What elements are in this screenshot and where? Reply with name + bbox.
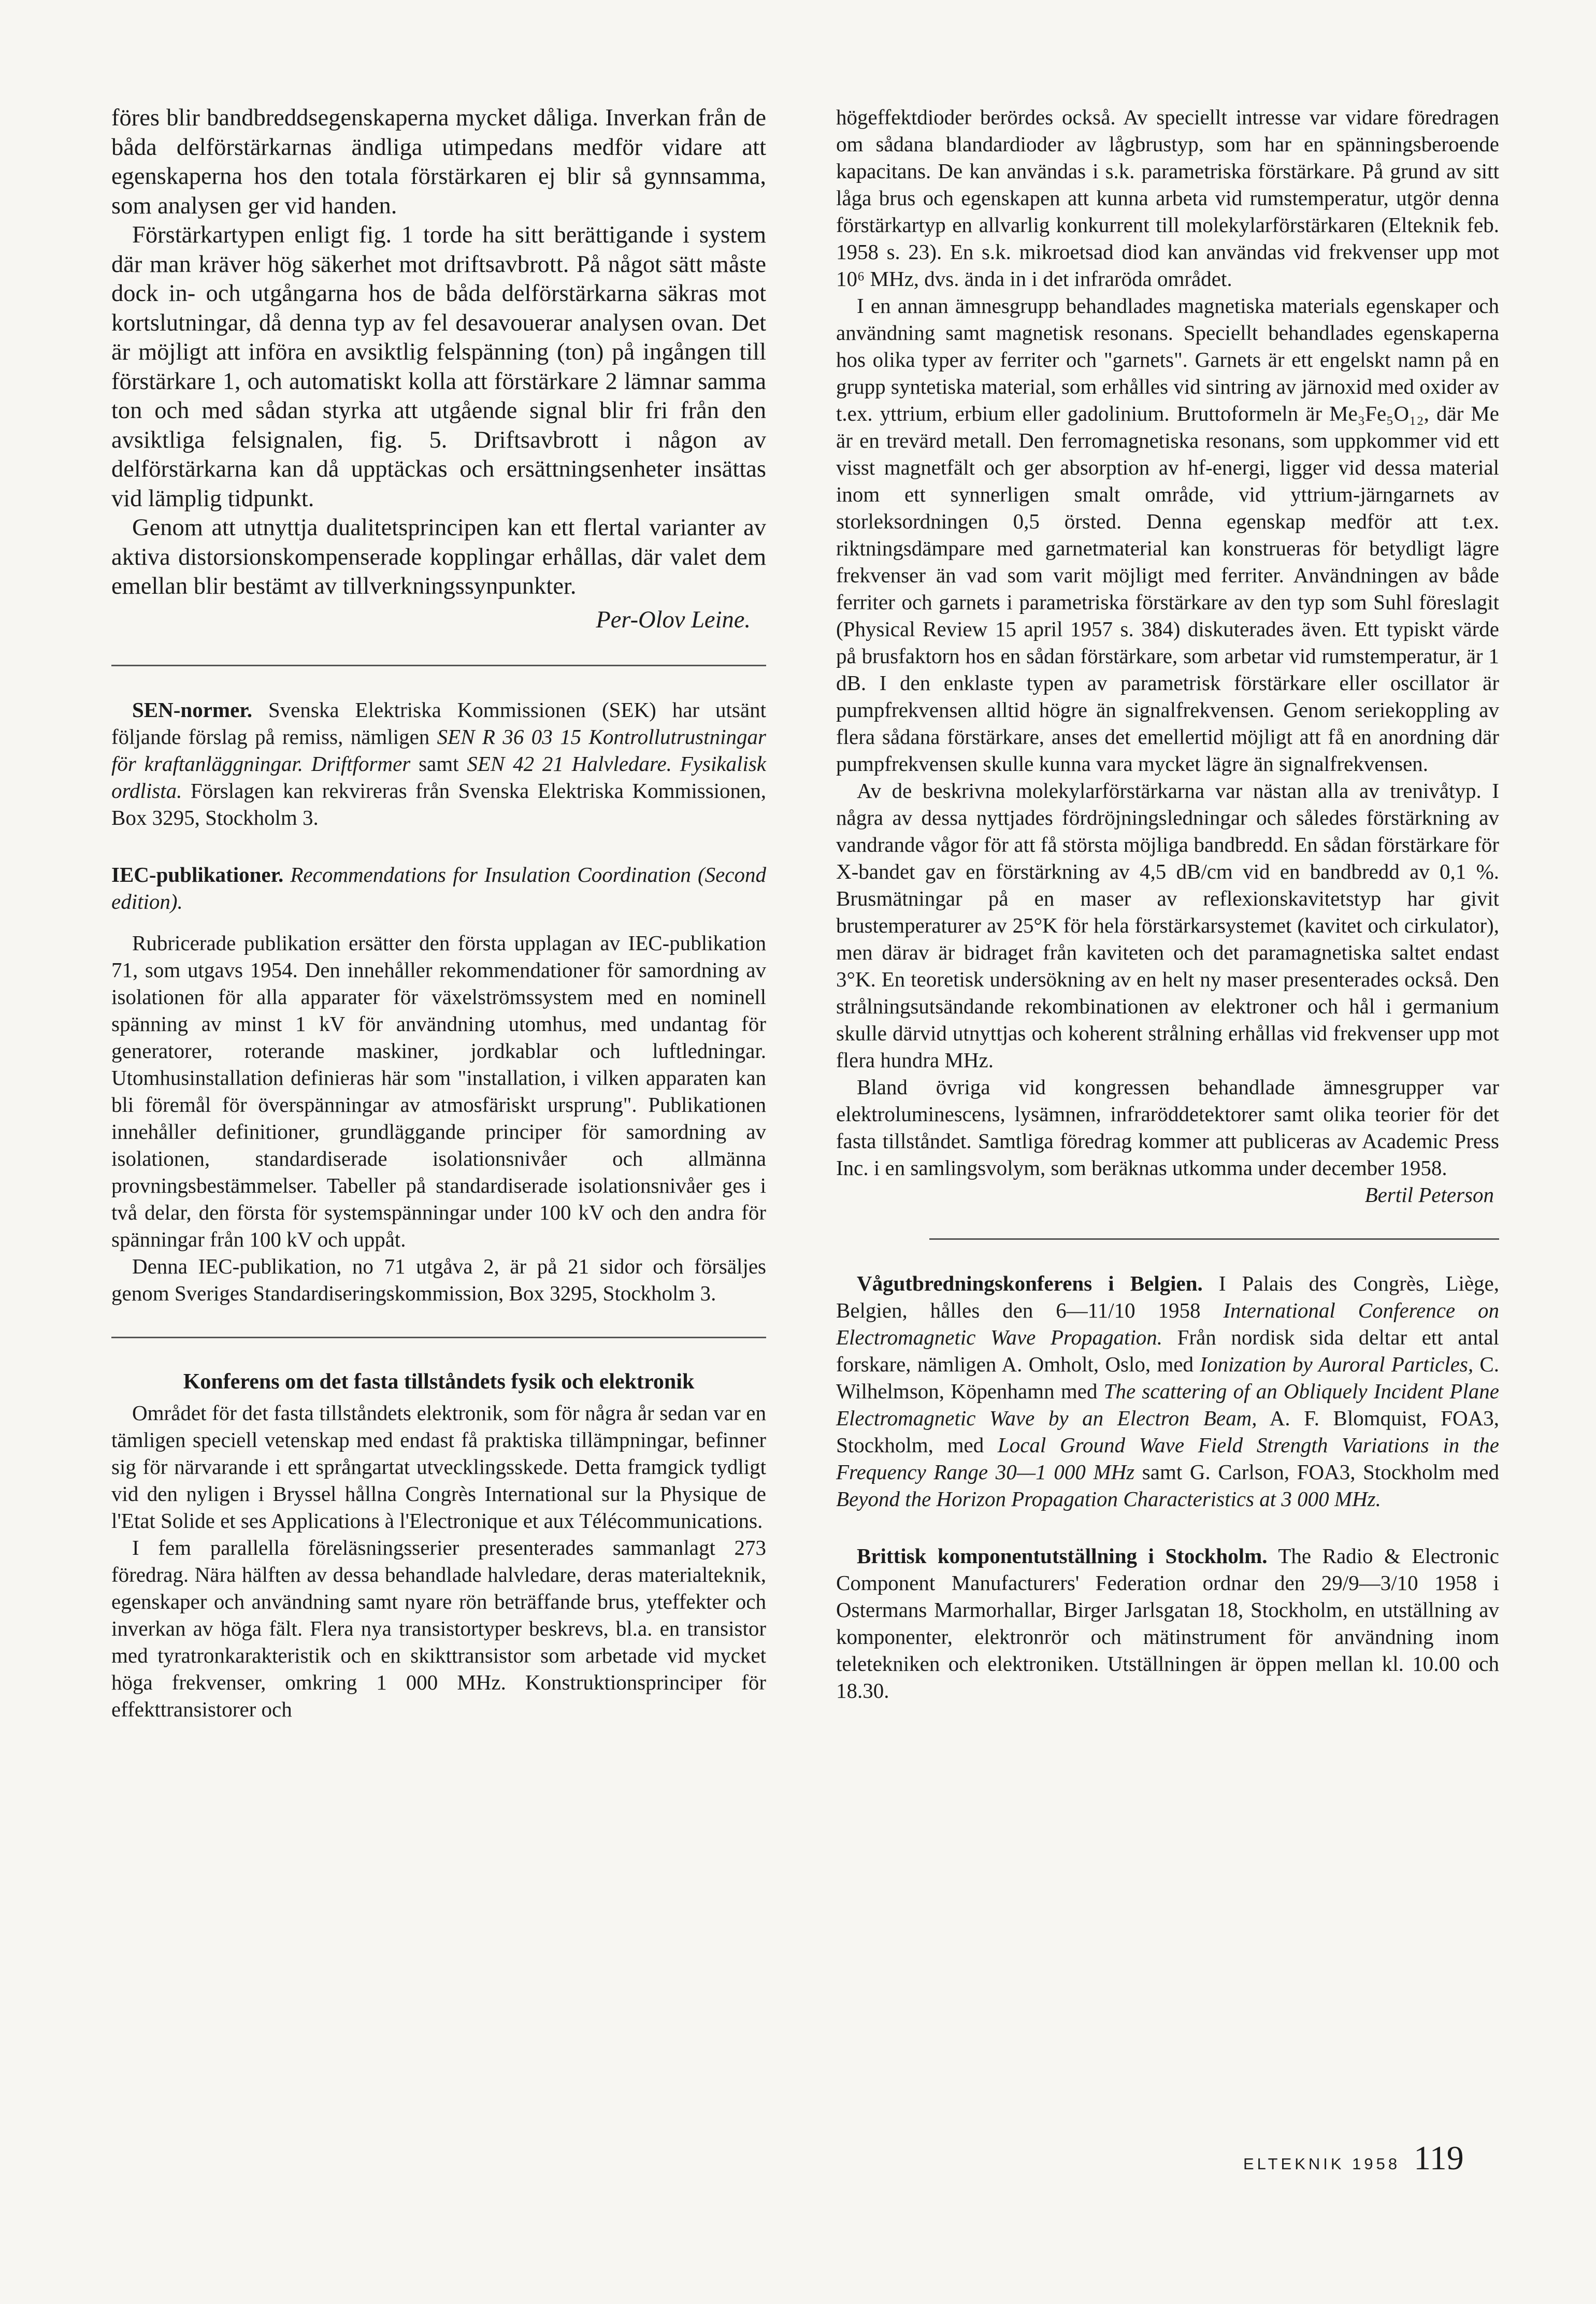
- right-column: [836, 104, 1499, 1704]
- article-text: samt G. Carlson, FOA3, Stockholm med: [1134, 1460, 1500, 1484]
- iec-heading: IEC-publikationer.: [111, 863, 284, 886]
- paper-title: Local Ground Wave Field Strength Variations in the Frequency Range 30—1 000 MHz: [836, 1433, 1499, 1484]
- sen-body: Svenska Elektriska Kommissionen (SEK) har utsänt följande förslag på remiss, nämligen: [111, 698, 766, 749]
- iec-paragraph: Denna IEC-publikation, no 71 utgåva 2, är på 21 sidor och försäljes genom Sveriges Standardiseringskommission, Box 3295, Stockholm 3.: [111, 1254, 766, 1305]
- intro-paragraph: föres blir bandbreddsegenskaperna mycket dåliga. Inverkan från de båda delförstärkarnas ändliga utimpedans medför vidare att egenskaperna hos den totala förstärkaren ej blir så gynnsamma, som analysen ger vid handen.: [111, 105, 766, 219]
- brittisk-heading: Brittisk komponentutställning i Stockholm.: [857, 1544, 1268, 1568]
- iec-title: Recommendations for Insulation Coordination (Second edition).: [111, 863, 766, 913]
- paper-title: The scattering of an Obliquely Incident Plane Electromagnetic Wave by an Electron Beam,: [836, 1379, 1499, 1430]
- vagutbredning-heading: Vågutbredningskonferens i Belgien.: [857, 1271, 1203, 1295]
- intro-signature: Per-Olov Leine.: [596, 606, 751, 633]
- sen-title-1: SEN R 36 03 15 Kontrollutrustningar för kraftanläggningar. Driftformer: [111, 725, 766, 776]
- konferens-paragraph: I fem parallella föreläsningsserier presenterades sammanlagt 273 föredrag. Nära hälften av dessa behandlade halvledare, deras materialteknik, egenskaper och användning samt nyare rön beträffande brus, yteffekter och inverkan av höga fält. Flera nya transistortyper beskrevs, bl.a. en transistor med tyratronkarakteristik och en skikttransistor som arbetade vid mycket höga frekvenser, omkring 1 000 MHz. Konstruktionsprinciper för effekttransistorer och: [111, 1536, 766, 1721]
- iec-heading-line: [111, 861, 766, 915]
- divider: [929, 1238, 1499, 1240]
- article-text: C. Wilhelmson, Köpenhamn med: [836, 1352, 1499, 1403]
- article-text: I Palais des Congrès, Liège, Belgien, hålles den 6—11/10 1958: [836, 1271, 1499, 1322]
- intro-paragraph: Förstärkartypen enligt fig. 1 torde ha sitt berättigande i system där man kräver hög säkerhet mot driftsavbrott. På något sätt måste dock in- och utgångarna hos de båda delförstärkarna säkras mot kortslutningar, då denna typ av fel desavouerar analysen ovan. Det är möjligt att införa en avsiktlig felspänning (ton) på ingången till förstärkare 1, och automatiskt kolla att förstärkare 2 lämnar samma ton och med sådan styrka att utgående signal blir fri från den avsiktliga felsignalen, fig. 5. Driftsavbrott i någon av delförstärkarna kan då upptäckas och ersättningsenheter insättas vid lämplig tidpunkt.: [111, 222, 766, 512]
- sen-body: samt: [410, 752, 467, 776]
- vagutbredning-article: [836, 1270, 1499, 1512]
- page-footer: [1243, 2139, 1464, 2178]
- paper-title: Beyond the Horizon Propagation Characteristics at 3 000 MHz.: [836, 1487, 1381, 1511]
- left-column: [111, 104, 766, 1723]
- divider: [111, 665, 766, 666]
- paper-title: Ionization by Auroral Particles,: [1200, 1352, 1474, 1376]
- konferens-signature: Bertil Peterson: [1364, 1183, 1494, 1207]
- konferens-continued-paragraph: I en annan ämnesgrupp behandlades magnetiska materials egenskaper och användning samt magnetisk resonans. Speciellt behandlades egenskaperna hos olika typer av ferriter och "garnets". Garnets är ett engelskt namn på en grupp syntetiska material, som erhålles vid sintring av järnoxid med oxider av t.ex. yttrium, erbium eller gadolinium. Bruttoformeln är Me₃Fe₅O₁₂, där Me är en trevärd metall. Den ferromagnetiska resonans, som uppkommer vid ett visst magnetfält och ger absorption av hf-energi, ligger vid dessa material inom ett synnerligen smalt område, vid yttrium-järngarnets av storleksordningen 0,5 örsted. Denna egenskap medför att t.ex. riktningsdämpare med garnetmaterial kan konstrueras för betydligt lägre frekvenser än vad som varit möjligt med ferriter. Användningen av både ferriter och garnets i parametriska förstärkare av den typ som Suhl föreslagit (Physical Review 15 april 1957 s. 384) diskuterades även. Ett typiskt värde på brusfaktorn hos en sådan förstärkare, som arbetar vid rumstemperatur, är 1 dB. I den enklaste typen av parametrisk förstärkare eller oscillator är pumpfrekvensen alltid högre än signalfrekvensen. Genom seriekoppling av flera sådana förstärkare, anses det emellertid möjligt att få en anordning där pumpfrekvensen skulle kunna vara mycket lägre än signalfrekvensen.: [836, 294, 1499, 776]
- intro-paragraph: Genom att utnyttja dualitetsprincipen kan ett flertal varianter av aktiva distorsionskompenserade kopplingar erhållas, där valet dem emellan blir bestämt av tillverkningssynpunkter.: [111, 514, 766, 599]
- page-number: 119: [1414, 2139, 1464, 2177]
- brittisk-body: The Radio & Electronic Component Manufacturers' Federation ordnar den 29/9—3/10 1958 i Ostermans Marmorhallar, Birger Jarlsgatan 18, Stockholm, en utställning av komponenter, elektronrör och mätinstrument för användning inom teletekniken och elektroniken. Utställningen är öppen mellan kl. 10.00 och 18.30.: [836, 1544, 1500, 1702]
- iec-paragraph: Rubricerade publikation ersätter den första upplagan av IEC-publikation 71, som utgavs 1954. Den innehåller rekommendationer för samordning av isolationen för alla apparater för växelströmssystem med en nominell spänning av minst 1 kV för användning utomhus, med undantag för generatorer, roterande maskiner, jordkablar och luftledningar. Utomhusinstallation definieras här som "installation, i vilken apparaten kan bli föremål för överspänningar av atmosfäriskt ursprung". Publikationen innehåller definitioner, grundläggande principer för samordning av isolationen, standardiserade isolationsnivåer och allmänna provningsbestämmelser. Tabeller på standardiserade isolationsnivåer ges i två delar, den första för systemspänningar under 100 kV och den andra för spänningar från 100 kV och uppåt.: [111, 931, 766, 1251]
- sen-heading: SEN-normer.: [132, 698, 252, 722]
- journal-name: ELTEKNIK 1958: [1243, 2155, 1401, 2173]
- conference-title: International Conference on Electromagnetic Wave Propagation.: [836, 1298, 1499, 1349]
- sen-normer-article: [111, 696, 766, 831]
- brittisk-article: [836, 1542, 1499, 1704]
- sen-body: Förslagen kan rekvireras från Svenska Elektriska Kommissionen, Box 3295, Stockholm 3.: [111, 779, 766, 829]
- article-text: A. F. Blomquist, FOA3, Stockholm, med: [836, 1406, 1499, 1457]
- divider: [111, 1337, 766, 1338]
- konferens-paragraph: Området för det fasta tillståndets elektronik, som för några år sedan var en tämligen speciell vetenskap med endast få praktiska tillämpningar, befinner sig för närvarande i ett språngartat utvecklingsskede. Detta framgick tydligt vid den nyligen i Bryssel hållna Congrès International sur la Physique de l'Etat Solide et ses Applications à l'Electronique et aux Télécommunications.: [111, 1401, 766, 1533]
- konferens-continued-paragraph: högeffektdioder berördes också. Av speciellt intresse var vidare föredragen om sådana blandardioder av lågbrustyp, som har en spänningsberoende kapacitans. De kan användas i s.k. parametriska förstärkare. På grund av sitt låga brus och egenskapen att kunna arbeta vid rumstemperatur, utgör denna förstärkartyp en allvarlig konkurrent till molekylarförstärkaren (Elteknik feb. 1958 s. 23). En s.k. mikroetsad diod kan användas vid frekvenser upp mot 10⁶ MHz, dvs. ända in i det infraröda området.: [836, 105, 1499, 291]
- article-text: Från nordisk sida deltar ett antal forskare, nämligen A. Omholt, Oslo, med: [836, 1325, 1499, 1376]
- konferens-continued-paragraph: Av de beskrivna molekylarförstärkarna var nästan alla av trenivåtyp. I några av dessa nyttjades fördröjningsledningar och således förstärkning av vandrande vågor för att få största möjliga bandbredd. En sådan förstärkare för X-bandet gav en förstärkning av 4,5 dB/cm vid en bandbredd av 0,1 %. Brusmätningar på en maser av reflexionskavitetstyp har givit brustemperaturer av 25°K för hela förstärkarsystemet (kavitet och cirkulator), men därav är bidraget från kaviteten och det paramagnetiska saltet endast 3°K. En teoretisk undersökning av en helt ny maser presenterades också. Den strålningsutsändande rekombinationen av elektroner och hål i germanium skulle därvid utnyttjas och koherent strålning erhållas vid frekvenser upp mot flera hundra MHz.: [836, 779, 1499, 1072]
- konferens-heading: Konferens om det fasta tillståndets fysik och elektronik: [183, 1370, 695, 1394]
- sen-title-2: SEN 42 21 Halvledare. Fysikalisk ordlista.: [111, 752, 766, 803]
- intro-section: [111, 104, 766, 635]
- konferens-continued-paragraph: Bland övriga vid kongressen behandlade ämnesgrupper var elektroluminescens, lysämnen, infraröddetektorer samt olika teorier för det fasta tillståndet. Samtliga föredrag kommer att publiceras av Academic Press Inc. i en samlingsvolym, som beräknas utkomma under december 1958.: [836, 1075, 1499, 1180]
